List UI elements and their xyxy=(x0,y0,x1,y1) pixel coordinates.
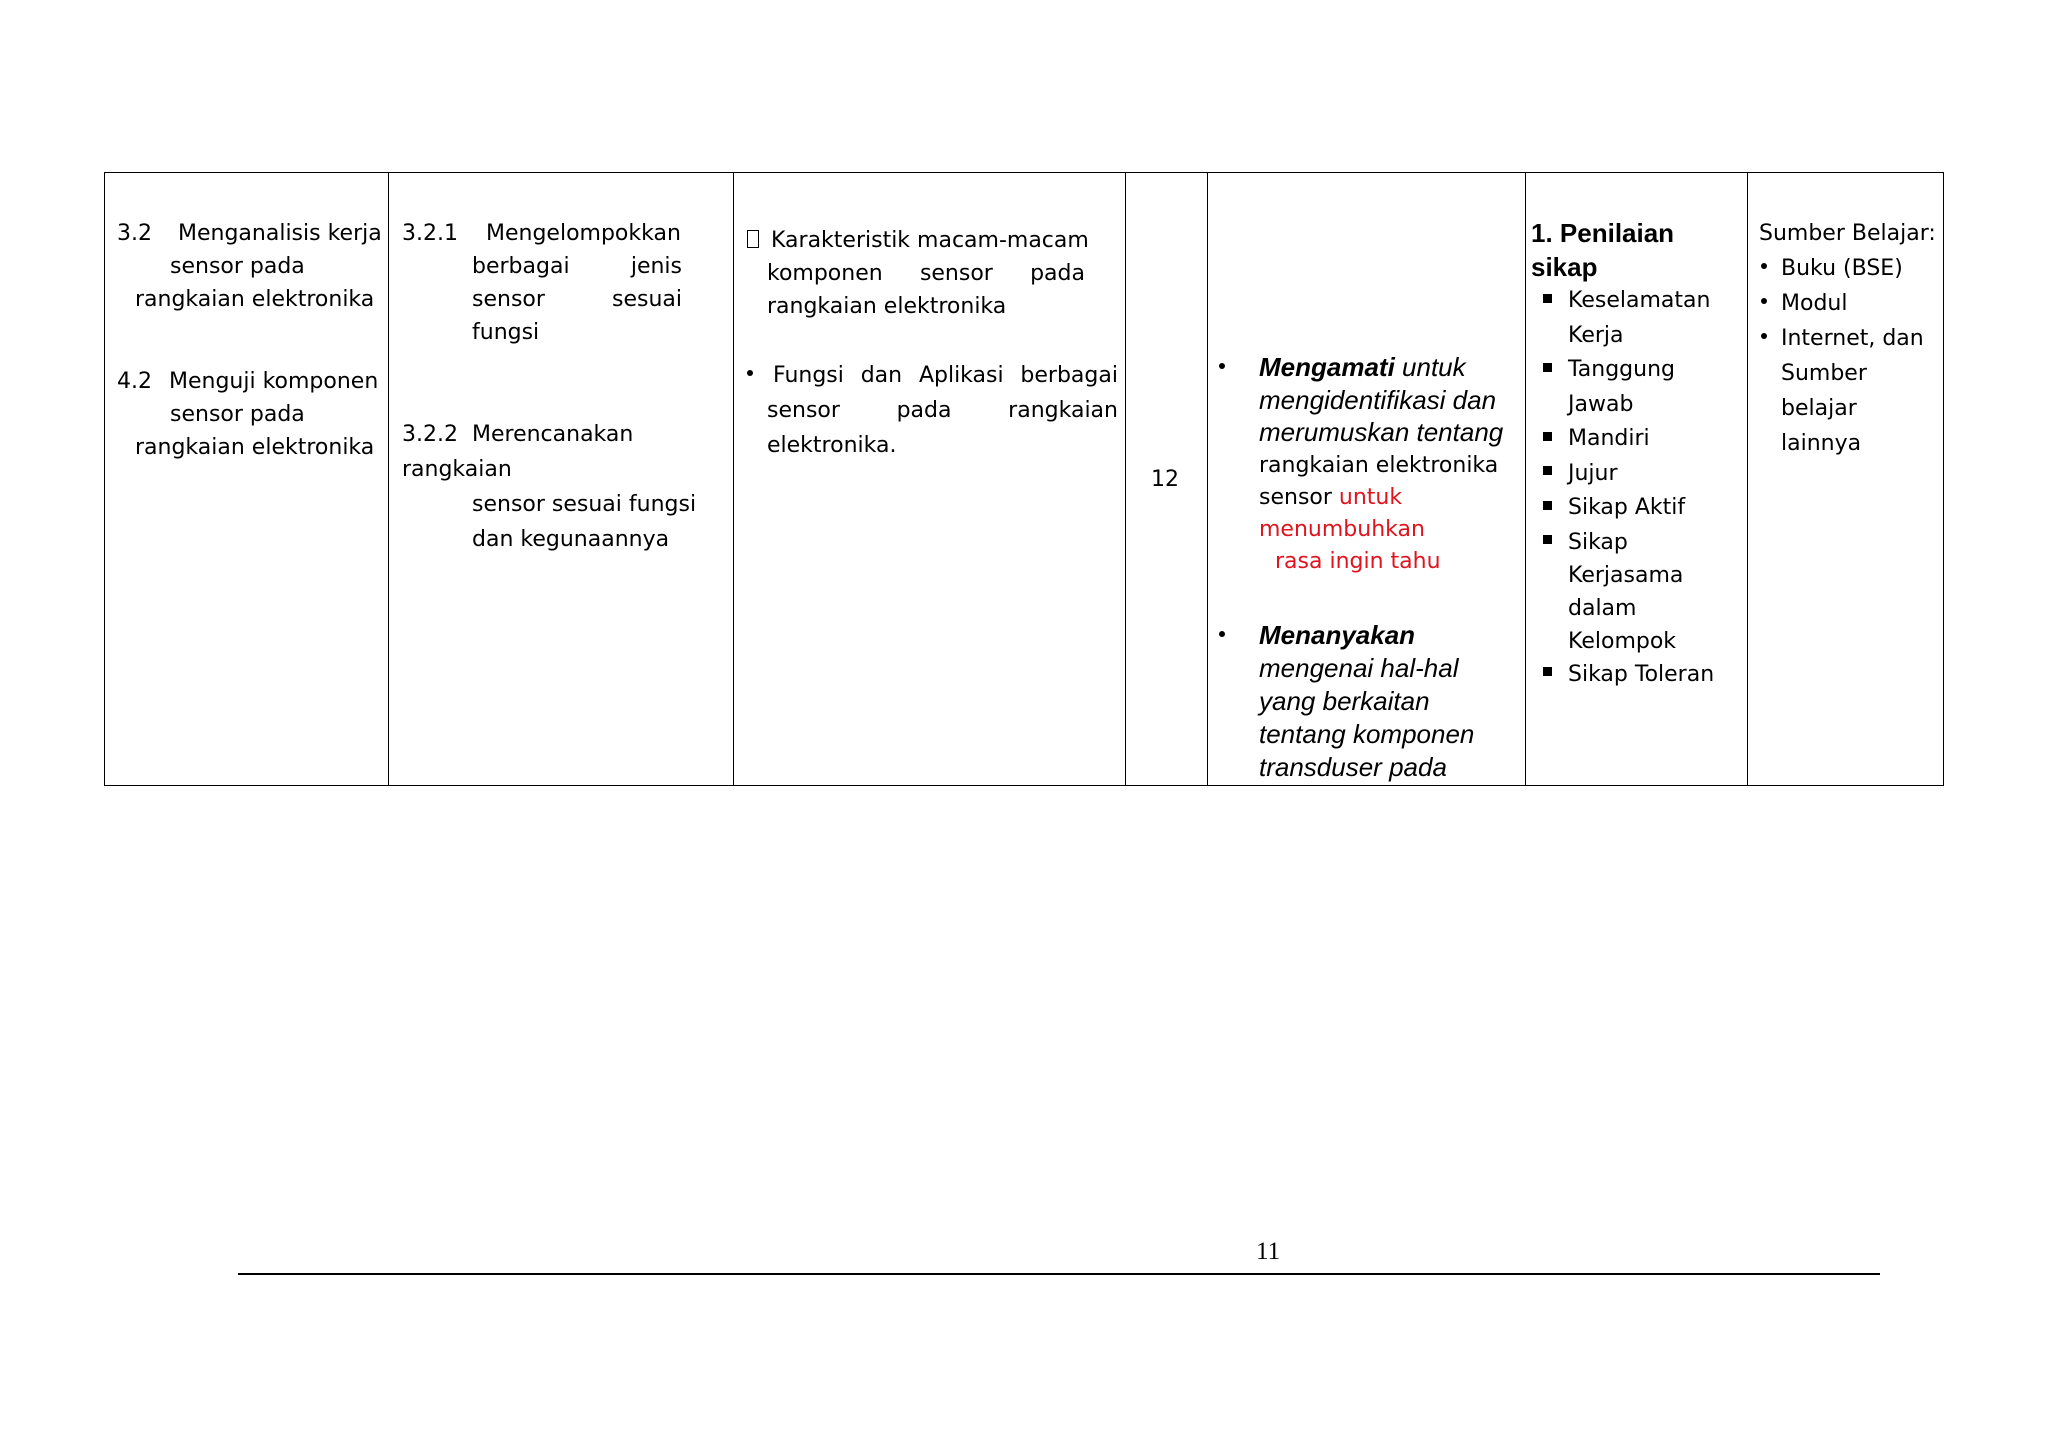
assessment-item-label: Sikap Aktif xyxy=(1568,495,1686,520)
square-bullet-icon xyxy=(1543,466,1552,475)
square-bullet-icon xyxy=(1543,535,1552,544)
bullet-icon xyxy=(1219,619,1225,652)
resource-item: Modul xyxy=(1781,291,1848,316)
assessment-cell xyxy=(1525,173,1747,785)
material-word: dan xyxy=(860,363,903,388)
activity-keyword: Menanyakan xyxy=(1259,620,1416,650)
assessment-list xyxy=(1543,284,1714,692)
bullet-icon xyxy=(747,359,753,392)
resource-item: Buku (BSE) xyxy=(1781,256,1903,281)
assessment-item-label: Keselamatan xyxy=(1568,288,1711,313)
activity-highlight: rasa ingin tahu xyxy=(1275,549,1441,574)
activity-highlight: menumbuhkan xyxy=(1259,517,1425,542)
assessment-item xyxy=(1543,284,1714,319)
bullet-icon xyxy=(1219,351,1225,384)
material-line xyxy=(767,394,1118,427)
indicator-text: Merencanakan xyxy=(472,422,634,447)
assessment-item-label: Sikap xyxy=(1568,529,1628,555)
kd-text: Menguji komponen xyxy=(169,369,379,394)
assessment-item-label: Mandiri xyxy=(1568,426,1650,451)
material-word: pada xyxy=(896,398,952,423)
assessment-item-cont: Jawab xyxy=(1568,391,1634,417)
activity-text: rangkaian elektronika xyxy=(1259,453,1499,478)
indicator-word: sesuai xyxy=(612,287,682,312)
assessment-item-label: Jujur xyxy=(1568,460,1618,486)
assessment-item xyxy=(1543,457,1714,492)
bullet-icon xyxy=(1761,252,1767,285)
indicator-text: dan kegunaannya xyxy=(472,527,670,552)
indicator-text: sensor sesuai fungsi xyxy=(472,492,697,517)
square-bullet-icon xyxy=(1543,432,1552,441)
resource-item: Internet, dan xyxy=(1781,326,1924,351)
material-text: Karakteristik macam-macam xyxy=(771,228,1089,253)
activity-highlight: untuk xyxy=(1331,485,1403,510)
square-bullet-icon xyxy=(1543,667,1552,676)
square-bullet-icon xyxy=(1543,501,1552,510)
activity-keyword: Mengamati xyxy=(1259,352,1395,382)
kd-text: rangkaian elektronika xyxy=(135,435,375,460)
kd-number: 3.2 xyxy=(117,221,152,246)
indicator-cell xyxy=(388,173,733,785)
kd-text: sensor pada xyxy=(170,402,305,427)
activity-text: untuk xyxy=(1394,352,1466,382)
kd-number: 4.2 xyxy=(117,369,152,394)
assessment-item-cont: Kelompok xyxy=(1568,628,1677,654)
assessment-heading: sikap xyxy=(1531,252,1598,282)
material-word: berbagai xyxy=(1020,363,1118,388)
assessment-item-label: Tanggung xyxy=(1568,357,1676,382)
activity-line xyxy=(1259,351,1466,384)
square-bullet-icon xyxy=(1543,294,1552,303)
square-bullet-icon xyxy=(1543,363,1552,372)
assessment-item-label: Sikap Toleran xyxy=(1568,661,1715,687)
material-word: rangkaian xyxy=(1008,398,1118,423)
page-number: 11 xyxy=(1256,1238,1281,1265)
activity-text: tentang komponen xyxy=(1259,719,1475,749)
assessment-item-cont: dalam xyxy=(1568,595,1637,621)
material-text: elektronika. xyxy=(767,433,897,458)
assessment-item-cont: Kerja xyxy=(1568,322,1624,348)
assessment-item xyxy=(1543,422,1714,457)
activity-text: mengenai hal-hal xyxy=(1259,653,1459,683)
indicator-word: jenis xyxy=(630,254,682,279)
kd-text: sensor pada xyxy=(170,254,305,279)
indicator-number: 3.2.2 xyxy=(402,422,458,447)
indicator-word: sensor xyxy=(472,287,545,312)
kd-text: rangkaian elektronika xyxy=(135,287,375,312)
resource-item: belajar xyxy=(1781,396,1857,421)
indicator-text: Mengelompokkan xyxy=(486,221,681,246)
activity-text: mengidentifikasi dan xyxy=(1259,385,1497,415)
indicator-text: fungsi xyxy=(472,320,540,345)
indicator-line xyxy=(472,283,682,316)
activity-text: merumuskan tentang xyxy=(1259,417,1504,447)
indicator-word: berbagai xyxy=(472,254,570,279)
material-word: sensor xyxy=(919,261,993,286)
resources-heading: Sumber Belajar: xyxy=(1759,221,1936,246)
material-word: Aplikasi xyxy=(918,363,1004,388)
footer-rule xyxy=(238,1273,1880,1275)
indicator-text: rangkaian xyxy=(402,457,512,482)
time-allocation: 12 xyxy=(1151,467,1179,492)
bullet-icon xyxy=(1761,287,1767,320)
assessment-item xyxy=(1543,353,1714,388)
assessment-item xyxy=(1543,526,1714,559)
material-line xyxy=(767,257,1085,290)
material-word: komponen xyxy=(767,261,883,286)
syllabus-table xyxy=(104,172,1944,786)
indicator-number: 3.2.1 xyxy=(402,221,458,246)
box-bullet-icon xyxy=(747,224,759,257)
material-word: sensor xyxy=(767,398,840,423)
assessment-item-cont: Kerjasama xyxy=(1568,562,1684,588)
resources-cell xyxy=(1747,173,1945,785)
assessment-item xyxy=(1543,491,1714,526)
resource-item: lainnya xyxy=(1781,431,1862,456)
material-line xyxy=(773,359,1118,392)
material-word: Fungsi xyxy=(773,363,844,388)
activity-text: transduser pada xyxy=(1259,752,1447,782)
activity-line xyxy=(1259,481,1402,514)
assessment-item xyxy=(1543,658,1714,693)
activity-text: yang berkaitan xyxy=(1259,686,1430,716)
competency-cell xyxy=(105,173,388,785)
indicator-line xyxy=(472,250,682,283)
bullet-icon xyxy=(1761,322,1767,355)
material-text: rangkaian elektronika xyxy=(767,294,1007,319)
time-allocation-cell xyxy=(1125,173,1207,785)
activity-text: sensor xyxy=(1259,485,1332,510)
kd-text: Menganalisis kerja xyxy=(178,221,382,246)
assessment-heading: 1. Penilaian xyxy=(1531,218,1675,248)
material-word: pada xyxy=(1030,261,1085,286)
activity-cell xyxy=(1207,173,1525,785)
resource-item: Sumber xyxy=(1781,361,1867,386)
material-cell xyxy=(733,173,1125,785)
